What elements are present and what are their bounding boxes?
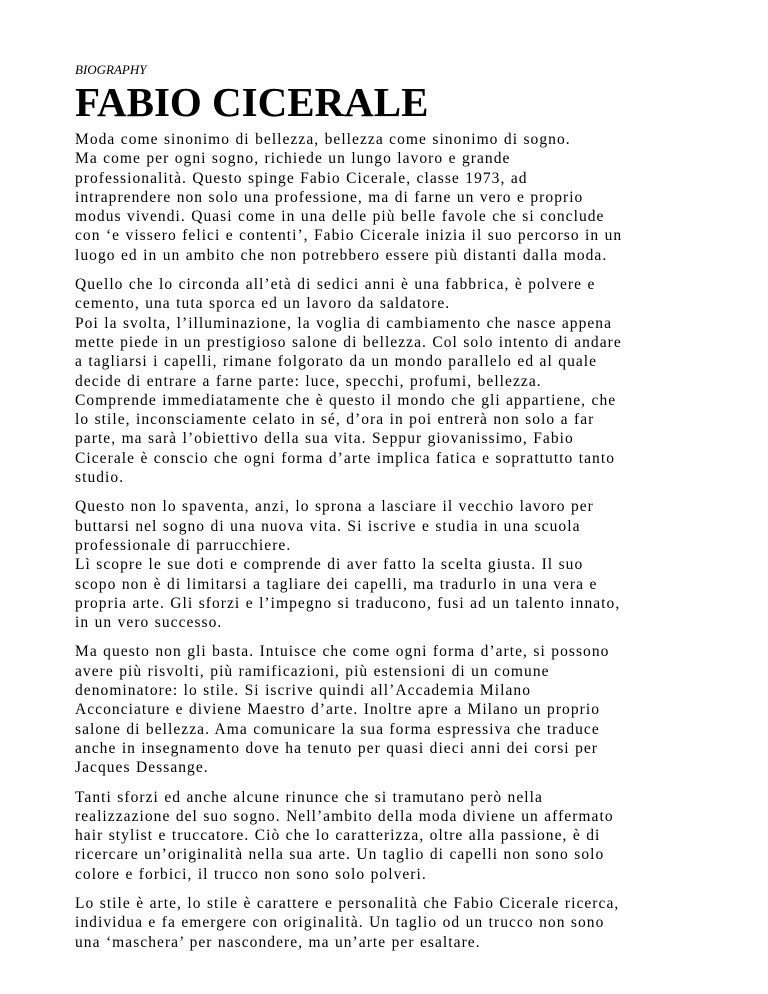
paragraph-early-life: Quello che lo circonda all’età di sedici anni è una fabbrica, è polvere e cemento, una tuta sporca ed un lavoro da saldatore. Poi la svolta, l’illuminazione, la voglia di cambiamento che nasce appena mette piede in un prestigioso salone di bellezza. Col solo intento di andare a tagliarsi i capelli, rimane folgorato da un mondo parallelo ed al quale decide di entrare a farne parte: luce, specchi, profumi, bellezza. Comprende immediatamente che è questo il mondo che gli appartiene, che lo stile, inconsciamente celato in sé, d’ora in poi entrerà non solo a far parte, ma sarà l’obiettivo della sua vita. Seppur giovanissimo, Fabio Cicerale è conscio che ogni forma d’arte implica fatica e soprattutto tanto studio. (75, 276, 622, 487)
document-page (75, 62, 695, 962)
paragraph-philosophy: Lo stile è arte, lo stile è carattere e personalità che Fabio Cicerale ricerca, individua e fa emergere con originalità. Un taglio od un trucco non sono una ‘maschera’ per nascondere, ma un’arte per esaltare. (75, 894, 620, 951)
section-kicker: BIOGRAPHY (75, 62, 147, 77)
paragraph-academy: Ma questo non gli basta. Intuisce che come ogni forma d’arte, si possono avere più risvolti, più ramificazioni, più estensioni di un comune denominatore: lo stile. Si iscrive quindi all’Accademia Milano Acconciature e diviene Maestro d’arte. Inoltre apre a Milano un proprio salone di bellezza. Ama comunicare la sua forma espressiva che traduce anche in insegnamento dove ha tenuto per quasi dieci anni dei corsi per Jacques Dessange. (75, 643, 610, 777)
paragraph-career: Tanti sforzi ed anche alcune rinunce che si tramutano però nella realizzazione del suo sogno. Nell’ambito della moda diviene un affermato hair stylist e truccatore. Ciò che lo caratterizza, oltre alla passione, è di ricercare un’originalità nella sua arte. Un taglio di capelli non sono solo colore e forbici, il trucco non sono solo polveri. (75, 788, 614, 883)
paragraph-intro: Moda come sinonimo di bellezza, bellezza come sinonimo di sogno. Ma come per ogni sogno, richiede un lungo lavoro e grande professionalità. Questo spinge Fabio Cicerale, classe 1973, ad intraprendere non solo una professione, ma di farne un vero e proprio modus vivendi. Quasi come in una delle più belle favole che si conclude con ‘e vissero felici e contenti’, Fabio Cicerale inizia il suo percorso in un luogo ed in un ambito che non potrebbero essere più distanti dalla moda. (75, 131, 623, 264)
paragraph-training: Questo non lo spaventa, anzi, lo sprona a lasciare il vecchio lavoro per buttarsi nel sogno di una nuova vita. Si iscrive e studia in una scuola professionale di parrucchiere. Lì scopre le sue doti e comprende di aver fatto la scelta giusta. Il suo scopo non è di limitarsi a tagliare dei capelli, ma tradurlo in una vera e propria arte. Gli sforzi e l’impegno si traducono, fusi ad un talento innato, in un vero successo. (75, 498, 621, 632)
page-title: FABIO CICERALE (75, 79, 429, 125)
